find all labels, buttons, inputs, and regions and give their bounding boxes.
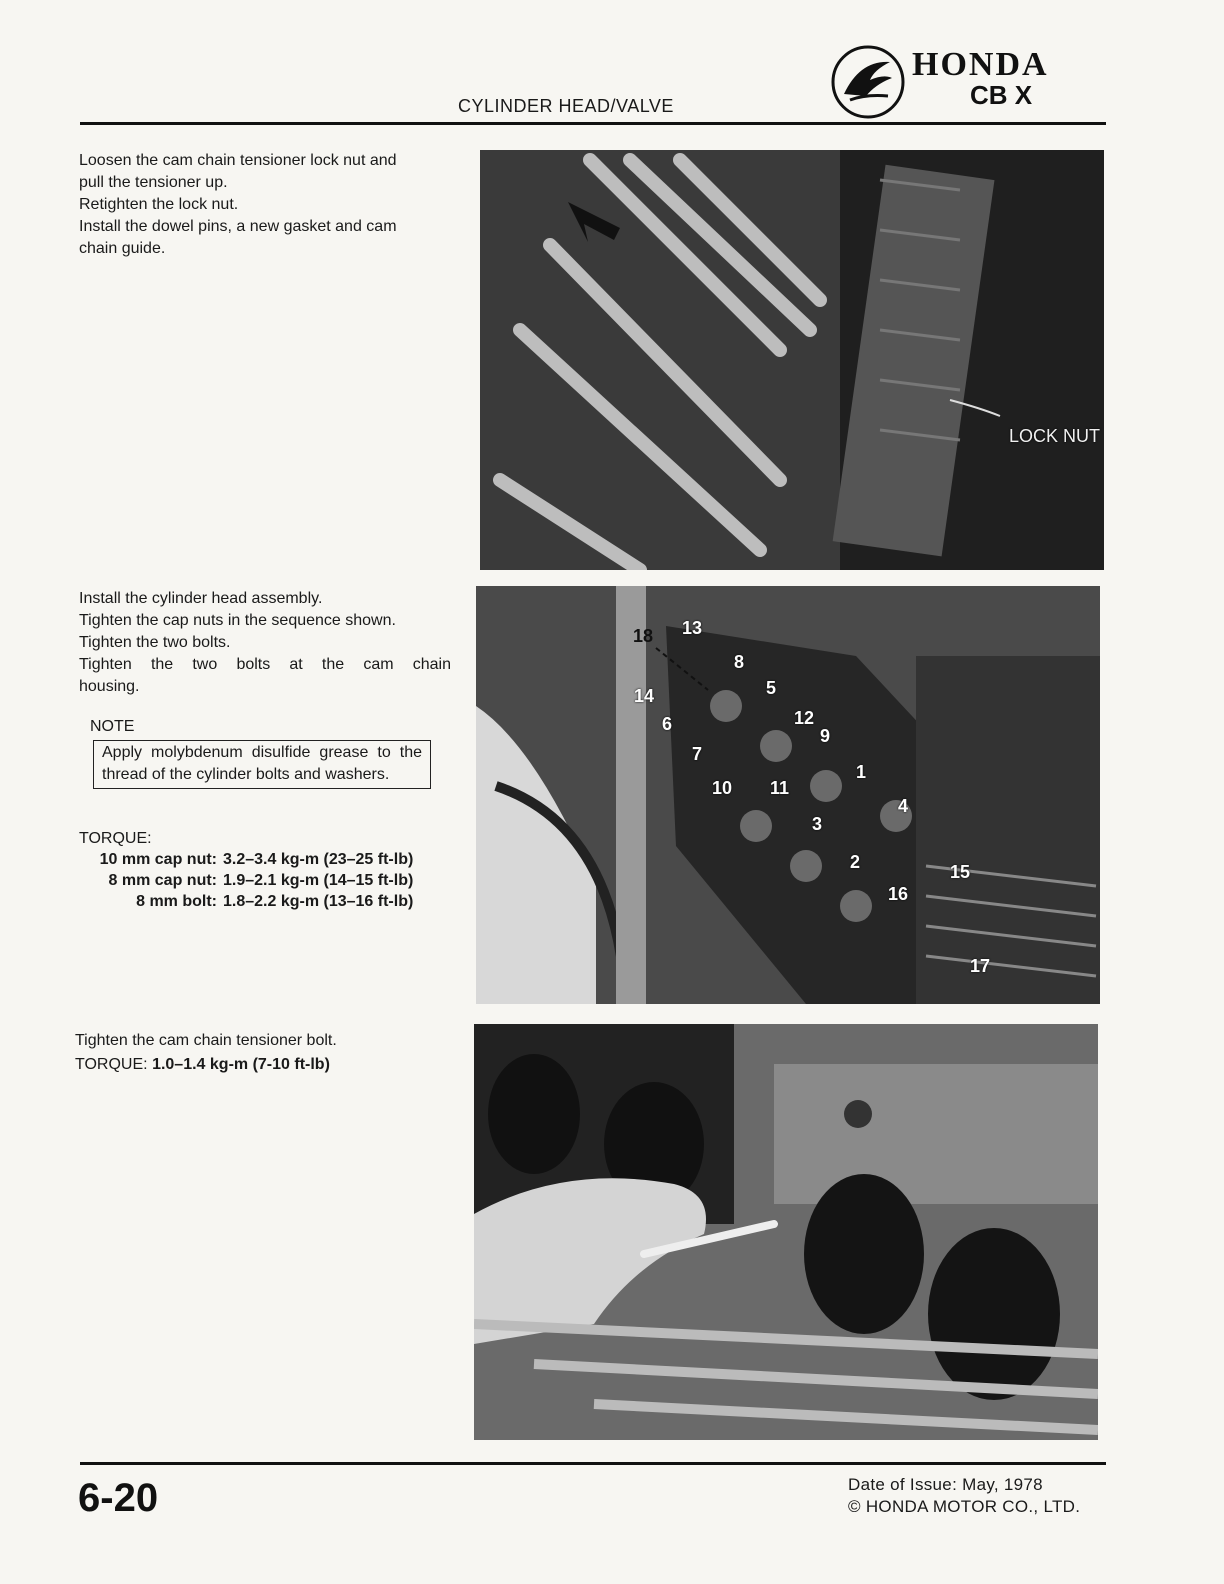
step1-instructions [79, 150, 459, 260]
photo-cylinder-head-sequence [476, 586, 1100, 1004]
torque-value: 1.9–2.1 kg-m (14–15 ft-lb) [223, 872, 414, 889]
tensioner-bolt-photo-illustration [474, 1024, 1098, 1440]
torque-item: 8 mm bolt: [136, 893, 217, 910]
model-name: CB X [970, 80, 1033, 110]
seq-number: 7 [692, 744, 703, 764]
section-title: CYLINDER HEAD/VALVE [458, 96, 674, 116]
copyright: © HONDA MOTOR CO., LTD. [848, 1497, 1081, 1516]
torque-row [79, 891, 413, 912]
seq-number: 16 [888, 884, 909, 904]
torque-value: 1.8–2.2 kg-m (13–16 ft-lb) [223, 893, 414, 910]
photo-cam-chain-tensioner [480, 150, 1104, 570]
torque-spec [79, 828, 413, 912]
torque-value: 3.2–3.4 kg-m (23–25 ft-lb) [223, 851, 414, 868]
step2-line: Tighten the cap nuts in the sequence shown. [79, 612, 396, 629]
footer-rule [80, 1462, 1106, 1465]
step2-line: Install the cylinder head assembly. [79, 590, 323, 607]
step3-line: Tighten the cam chain tensioner bolt. [75, 1032, 337, 1049]
torque-label: TORQUE: [79, 830, 152, 847]
seq-number: 3 [812, 814, 823, 834]
step2-line: Tighten the two bolts at the cam chain [79, 656, 451, 673]
step1-line: Retighten the lock nut. [79, 196, 239, 213]
torque-item: 8 mm cap nut: [108, 872, 217, 889]
note-box: Apply molybdenum disulfide grease to the thread of the cylinder bolts and washers. [93, 740, 431, 789]
page-number: 6-20 [78, 1476, 159, 1520]
issue-date: Date of Issue: May, 1978 [848, 1475, 1043, 1494]
engine-photo-illustration [480, 150, 1104, 570]
seq-number: 1 [856, 762, 867, 782]
seq-number: 4 [898, 796, 909, 816]
seq-number: 13 [682, 618, 703, 638]
torque-value: 1.0–1.4 kg-m (7-10 ft-lb) [152, 1056, 330, 1073]
seq-number: 14 [634, 686, 655, 706]
seq-number: 17 [970, 956, 991, 976]
lock-nut-label: LOCK NUT [1008, 426, 1100, 446]
step1-line: chain guide. [79, 240, 166, 257]
seq-number: 10 [712, 778, 733, 798]
note-label: NOTE [90, 718, 135, 735]
step1-line: Install the dowel pins, a new gasket and cam [79, 218, 397, 235]
seq-number: 15 [950, 862, 971, 882]
step2-instructions [79, 588, 451, 698]
wing-emblem-icon [830, 44, 906, 120]
seq-number: 8 [734, 652, 745, 672]
seq-number: 6 [662, 714, 673, 734]
seq-number: 12 [794, 708, 815, 728]
torque-row [79, 870, 413, 891]
footer-info [848, 1474, 1080, 1518]
seq-number: 2 [850, 852, 861, 872]
step1-line: pull the tensioner up. [79, 174, 228, 191]
seq-number: 9 [820, 726, 831, 746]
seq-number: 5 [766, 678, 777, 698]
torque-item: 10 mm cap nut: [99, 851, 217, 868]
photo-tensioner-bolt [474, 1024, 1098, 1440]
torque-row [79, 849, 413, 870]
brand-name: HONDA [912, 46, 1049, 83]
step2-line: housing. [79, 678, 140, 695]
header-rule [80, 122, 1106, 125]
step2-line: Tighten the two bolts. [79, 634, 231, 651]
honda-logo [830, 44, 1110, 120]
torque-label: TORQUE: [75, 1056, 148, 1073]
step3-instructions [75, 1030, 455, 1076]
seq-number: 18 [633, 626, 654, 646]
step1-line: Loosen the cam chain tensioner lock nut and [79, 152, 397, 169]
seq-number: 11 [770, 778, 790, 798]
step3-torque [75, 1054, 455, 1076]
